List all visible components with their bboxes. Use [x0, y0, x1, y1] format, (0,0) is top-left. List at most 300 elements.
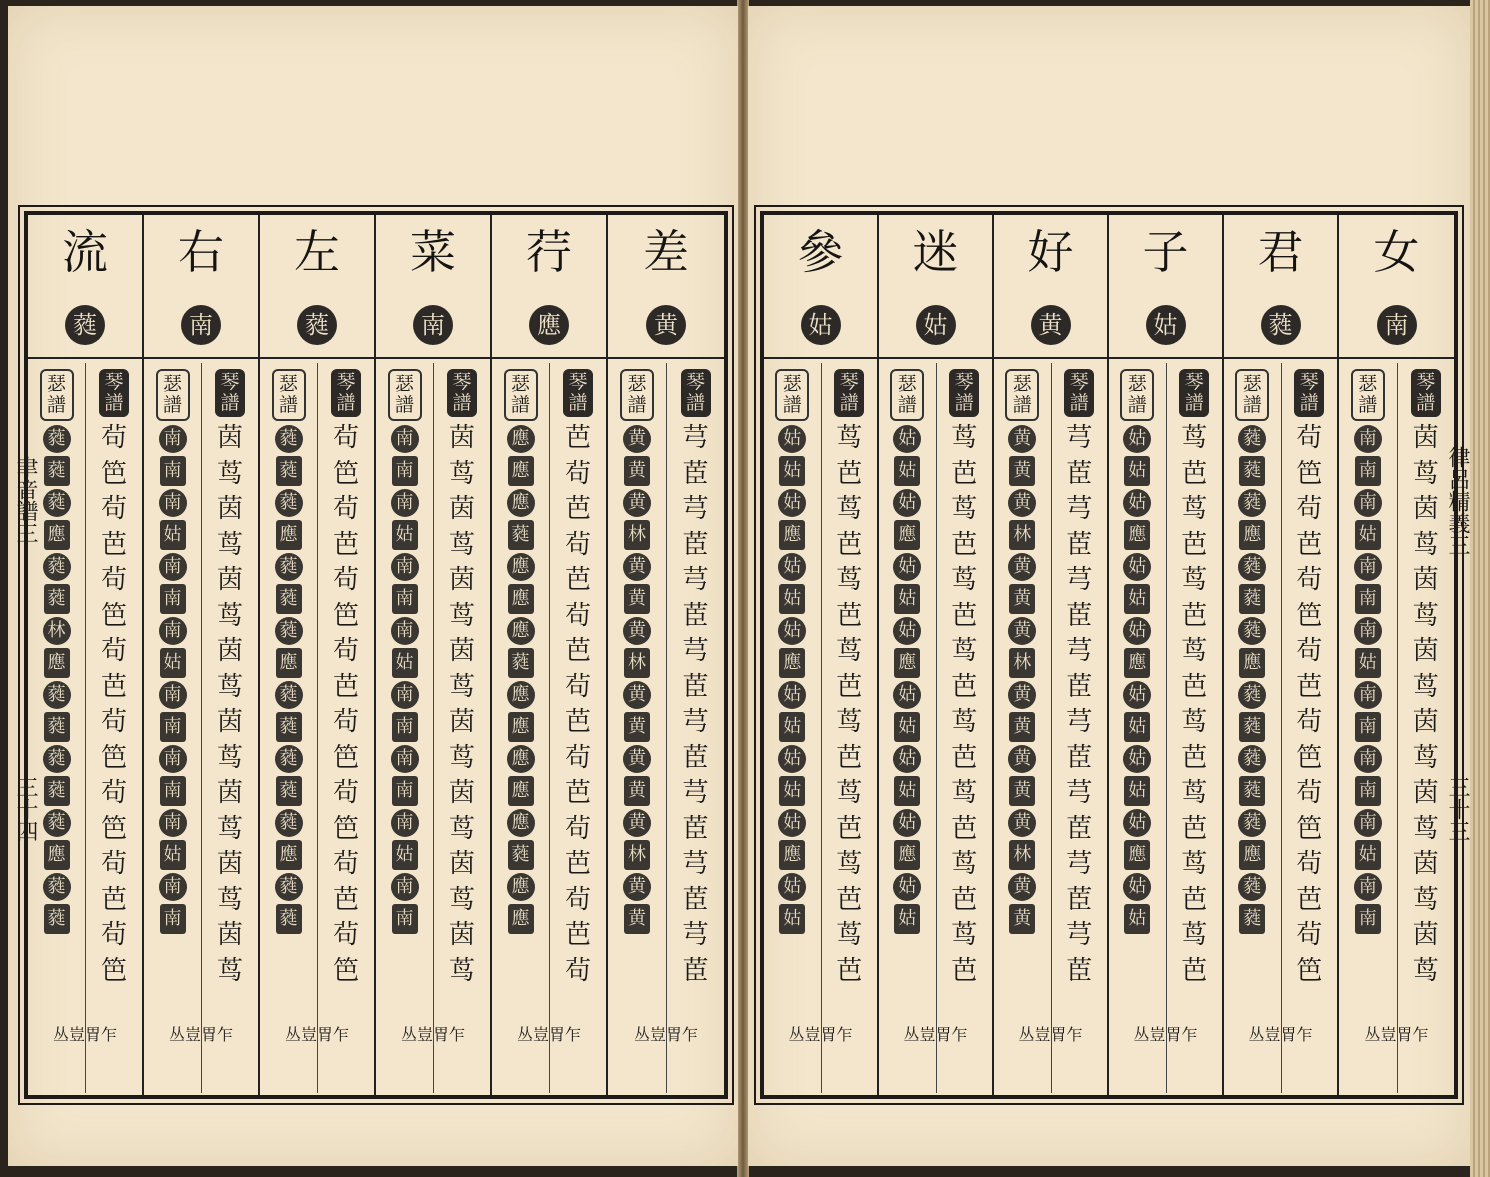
qin-tablature-glyph: 芭 — [1181, 813, 1208, 844]
se-note: 姑 — [893, 873, 921, 901]
qin-tablature-glyph: 茑 — [216, 884, 243, 915]
se-note: 黄 — [1008, 489, 1036, 517]
qin-tablature-glyph: 茑 — [448, 458, 475, 489]
qin-tablature-glyph: 茑 — [1181, 920, 1208, 950]
se-note: 南 — [1354, 681, 1382, 709]
se-note: 黄 — [1008, 745, 1036, 773]
se-note: 姑 — [1123, 745, 1151, 773]
qin-tablature-glyph: 芭 — [100, 884, 127, 915]
se-note: 應 — [1239, 840, 1265, 870]
se-note: 林 — [1009, 840, 1035, 870]
score-column — [260, 215, 376, 1095]
score-column — [608, 215, 724, 1095]
qin-tablature-glyph: 笆 — [1296, 742, 1323, 773]
qin-tablature-glyph: 茍 — [332, 849, 359, 879]
se-note: 南 — [392, 712, 418, 742]
qin-tablature-glyph: 芭 — [836, 884, 863, 915]
qin-tablature-glyph: 芭 — [1181, 742, 1208, 773]
se-note: 姑 — [778, 425, 806, 453]
qin-tablature-glyph: 茑 — [1181, 636, 1208, 666]
qin-tablature-glyph: 茵 — [1412, 707, 1439, 737]
qin-tablature-glyph: 茑 — [1412, 884, 1439, 915]
se-note: 南 — [1355, 456, 1381, 486]
se-note: 蕤 — [275, 873, 303, 901]
qin-score-label: 琴譜 — [1411, 369, 1441, 417]
qin-tablature-glyph: 芭 — [564, 707, 591, 737]
se-notation — [1109, 363, 1166, 1093]
lyric-character: 迷 — [912, 225, 959, 279]
qin-tablature-glyph: 芭 — [332, 529, 359, 560]
se-notation — [994, 363, 1051, 1093]
se-note: 黄 — [624, 712, 650, 742]
se-note-stack — [994, 425, 1051, 934]
qin-tablature-glyph: 茍 — [564, 884, 591, 915]
se-note: 林 — [624, 840, 650, 870]
qin-tablature-glyph: 茑 — [216, 742, 243, 773]
se-note: 南 — [1354, 617, 1382, 645]
se-note: 黄 — [623, 745, 651, 773]
se-notation — [144, 363, 201, 1093]
qin-tablature-glyph: 茵 — [1412, 494, 1439, 524]
qin-tablature-glyph: 茍 — [100, 778, 127, 808]
qin-tablature-glyph: 芭 — [951, 813, 978, 844]
qin-tablature-glyph: 茍 — [1296, 423, 1323, 453]
se-note: 姑 — [1355, 840, 1381, 870]
qin-tablature-glyph: 茑 — [951, 423, 978, 453]
right-margin-note-title: 律呂精義三 — [1445, 446, 1470, 556]
se-notation — [1339, 363, 1397, 1093]
qin-tablature-glyph: 芎 — [682, 565, 709, 595]
se-note: 南 — [392, 776, 418, 806]
qin-tablature-glyph: 笆 — [100, 600, 127, 631]
qin-tablature-glyph: 芭 — [951, 600, 978, 631]
qin-tablature-glyph: 茞 — [1066, 671, 1093, 702]
qin-notation — [1281, 363, 1338, 1093]
qin-tablature-glyph: 茞 — [682, 600, 709, 631]
se-note: 姑 — [893, 553, 921, 581]
score-column — [879, 215, 994, 1095]
se-note: 南 — [391, 809, 419, 837]
se-note: 黄 — [1008, 681, 1036, 709]
qin-tablature-glyph: 茑 — [836, 494, 863, 524]
column-footer: 丛豈胃乍 — [168, 1025, 233, 1044]
se-note: 應 — [508, 456, 534, 486]
se-note: 姑 — [894, 904, 920, 934]
se-score-label: 瑟譜 — [620, 369, 654, 421]
qin-score-label: 琴譜 — [563, 369, 593, 417]
left-page — [8, 6, 738, 1166]
qin-tablature-glyph: 茞 — [682, 671, 709, 702]
se-note: 蕤 — [44, 904, 70, 934]
qin-tablature-glyph: 茑 — [216, 813, 243, 844]
se-note: 姑 — [1124, 904, 1150, 934]
qin-notation — [549, 363, 606, 1093]
lyric-character: 右 — [178, 225, 224, 279]
column-footer: 丛豈胃乍 — [52, 1025, 117, 1044]
qin-tablature-glyph: 茑 — [951, 778, 978, 808]
score-frame — [760, 211, 1458, 1099]
divider — [608, 357, 724, 359]
divider — [1339, 357, 1454, 359]
qin-tablature-glyph: 茍 — [564, 600, 591, 631]
qin-note-stack — [667, 421, 724, 989]
qin-score-label: 琴譜 — [215, 369, 245, 417]
qin-notation — [1397, 363, 1455, 1093]
se-note: 蕤 — [276, 712, 302, 742]
se-note: 應 — [1239, 648, 1265, 678]
qin-tablature-glyph: 茑 — [216, 955, 243, 986]
qin-tablature-glyph: 笆 — [100, 813, 127, 844]
qin-tablature-glyph: 芭 — [836, 742, 863, 773]
se-note: 黄 — [624, 456, 650, 486]
se-note: 蕤 — [275, 617, 303, 645]
se-note: 南 — [392, 584, 418, 614]
se-note: 蕤 — [43, 681, 71, 709]
se-note: 黄 — [623, 809, 651, 837]
qin-notation — [1051, 363, 1108, 1093]
qin-tablature-glyph: 茍 — [100, 636, 127, 666]
lyric-character: 君 — [1257, 225, 1304, 279]
qin-tablature-glyph: 茍 — [564, 955, 591, 986]
score-column — [1109, 215, 1224, 1095]
qin-tablature-glyph: 芭 — [836, 813, 863, 844]
se-note: 黄 — [1009, 712, 1035, 742]
se-note: 姑 — [778, 873, 806, 901]
column-footer: 丛豈胃乍 — [516, 1025, 581, 1044]
qin-tablature-glyph: 芭 — [332, 884, 359, 915]
qin-score-label: 琴譜 — [1179, 369, 1209, 417]
pitch-seal: 南 — [181, 305, 221, 345]
qin-tablature-glyph: 笆 — [332, 458, 359, 489]
se-note: 南 — [1354, 809, 1382, 837]
se-note: 姑 — [778, 745, 806, 773]
se-note: 南 — [391, 489, 419, 517]
column-footer: 丛豈胃乍 — [1133, 1025, 1198, 1044]
qin-tablature-glyph: 芎 — [1066, 423, 1093, 453]
se-note: 姑 — [1123, 489, 1151, 517]
qin-tablature-glyph: 茍 — [564, 671, 591, 702]
qin-tablature-glyph: 茑 — [216, 529, 243, 560]
qin-tablature-glyph: 茍 — [100, 494, 127, 524]
qin-tablature-glyph: 茞 — [1066, 529, 1093, 560]
divider — [1109, 357, 1222, 359]
se-note: 蕤 — [1239, 712, 1265, 742]
qin-score-label: 琴譜 — [949, 369, 979, 417]
qin-tablature-glyph: 茵 — [216, 636, 243, 666]
se-score-label: 瑟譜 — [1005, 369, 1039, 421]
qin-tablature-glyph: 茑 — [1181, 423, 1208, 453]
qin-tablature-glyph: 芭 — [836, 529, 863, 560]
se-note: 南 — [1354, 745, 1382, 773]
qin-tablature-glyph: 芎 — [682, 707, 709, 737]
qin-tablature-glyph: 笆 — [100, 458, 127, 489]
qin-tablature-glyph: 茍 — [1296, 920, 1323, 950]
qin-tablature-glyph: 茍 — [332, 920, 359, 950]
qin-tablature-glyph: 茵 — [216, 707, 243, 737]
lyric-character: 左 — [294, 225, 340, 279]
qin-tablature-glyph: 茑 — [1412, 529, 1439, 560]
se-note: 姑 — [392, 840, 418, 870]
qin-tablature-glyph: 茑 — [951, 565, 978, 595]
se-note: 應 — [507, 745, 535, 773]
qin-tablature-glyph: 茍 — [332, 565, 359, 595]
qin-tablature-glyph: 茍 — [100, 565, 127, 595]
qin-tablature-glyph: 茑 — [448, 742, 475, 773]
lyric-character: 子 — [1142, 225, 1189, 279]
se-note: 南 — [391, 617, 419, 645]
se-note: 姑 — [779, 456, 805, 486]
qin-tablature-glyph: 茑 — [951, 707, 978, 737]
qin-tablature-glyph: 芎 — [1066, 636, 1093, 666]
column-footer: 丛豈胃乍 — [633, 1025, 698, 1044]
se-note: 蕤 — [275, 681, 303, 709]
score-column — [376, 215, 492, 1095]
se-score-label: 瑟譜 — [388, 369, 422, 421]
qin-tablature-glyph: 芭 — [100, 671, 127, 702]
se-note: 應 — [508, 584, 534, 614]
se-note: 姑 — [778, 681, 806, 709]
qin-tablature-glyph: 茑 — [1181, 849, 1208, 879]
se-note: 蕤 — [43, 425, 71, 453]
se-note: 林 — [624, 648, 650, 678]
se-note: 應 — [1239, 520, 1265, 550]
se-note: 姑 — [894, 456, 920, 486]
qin-tablature-glyph: 茍 — [332, 423, 359, 453]
pitch-seal: 蕤 — [1261, 305, 1301, 345]
se-note: 蕤 — [43, 809, 71, 837]
lyric-character: 女 — [1373, 225, 1420, 279]
qin-tablature-glyph: 芭 — [836, 671, 863, 702]
se-note: 姑 — [779, 584, 805, 614]
qin-tablature-glyph: 芎 — [1066, 849, 1093, 879]
se-note: 黄 — [1009, 584, 1035, 614]
qin-score-label: 琴譜 — [331, 369, 361, 417]
qin-note-stack — [1052, 421, 1108, 989]
score-column — [28, 215, 144, 1095]
qin-tablature-glyph: 茵 — [448, 778, 475, 808]
qin-tablature-glyph: 茑 — [836, 920, 863, 950]
qin-tablature-glyph: 茵 — [448, 920, 475, 950]
se-note: 應 — [894, 840, 920, 870]
se-note-stack — [376, 425, 433, 934]
divider — [994, 357, 1107, 359]
score-column — [144, 215, 260, 1095]
se-note: 南 — [391, 681, 419, 709]
qin-tablature-glyph: 笆 — [100, 955, 127, 986]
qin-tablature-glyph: 芭 — [951, 671, 978, 702]
qin-tablature-glyph: 茑 — [1181, 707, 1208, 737]
qin-tablature-glyph: 茞 — [1066, 458, 1093, 489]
se-note: 姑 — [894, 776, 920, 806]
divider — [144, 357, 258, 359]
divider — [764, 357, 877, 359]
qin-score-label: 琴譜 — [1064, 369, 1094, 417]
qin-tablature-glyph: 茑 — [1412, 813, 1439, 844]
divider — [28, 357, 142, 359]
se-note: 姑 — [779, 904, 805, 934]
qin-tablature-glyph: 芭 — [1296, 529, 1323, 560]
se-note: 姑 — [778, 489, 806, 517]
qin-tablature-glyph: 芭 — [1181, 600, 1208, 631]
se-note: 姑 — [1123, 681, 1151, 709]
se-note: 蕤 — [275, 745, 303, 773]
lyric-character: 好 — [1027, 225, 1074, 279]
qin-tablature-glyph: 茍 — [100, 707, 127, 737]
se-note: 南 — [1354, 489, 1382, 517]
qin-tablature-glyph: 芎 — [682, 423, 709, 453]
page-edge — [1470, 0, 1490, 1177]
lyric-character: 流 — [62, 225, 108, 279]
right-page — [748, 6, 1470, 1166]
se-note: 黄 — [623, 873, 651, 901]
se-note: 南 — [392, 456, 418, 486]
qin-score-label: 琴譜 — [447, 369, 477, 417]
qin-notation — [201, 363, 258, 1093]
se-note: 南 — [1355, 712, 1381, 742]
qin-tablature-glyph: 芭 — [564, 494, 591, 524]
pitch-seal: 黄 — [1031, 305, 1071, 345]
se-note: 姑 — [893, 489, 921, 517]
qin-tablature-glyph: 茍 — [100, 849, 127, 879]
qin-tablature-glyph: 茑 — [1181, 565, 1208, 595]
se-note: 南 — [160, 776, 186, 806]
se-note: 應 — [779, 520, 805, 550]
se-note: 蕤 — [1239, 904, 1265, 934]
se-note: 林 — [43, 617, 71, 645]
se-note: 黄 — [623, 681, 651, 709]
qin-tablature-glyph: 茑 — [951, 849, 978, 879]
pitch-seal: 姑 — [916, 305, 956, 345]
qin-tablature-glyph: 茑 — [1412, 458, 1439, 489]
qin-tablature-glyph: 芭 — [1296, 884, 1323, 915]
qin-tablature-glyph: 茞 — [1066, 600, 1093, 631]
se-note: 姑 — [778, 809, 806, 837]
qin-tablature-glyph: 茍 — [332, 494, 359, 524]
qin-notation — [821, 363, 878, 1093]
column-footer: 丛豈胃乍 — [788, 1025, 853, 1044]
se-score-label: 瑟譜 — [775, 369, 809, 421]
qin-note-stack — [318, 421, 374, 989]
se-note: 姑 — [1123, 425, 1151, 453]
se-note: 蕤 — [275, 425, 303, 453]
qin-tablature-glyph: 茑 — [216, 458, 243, 489]
qin-note-stack — [937, 421, 993, 989]
se-note: 應 — [507, 809, 535, 837]
qin-tablature-glyph: 茵 — [448, 494, 475, 524]
pitch-seal: 黄 — [646, 305, 686, 345]
qin-tablature-glyph: 茑 — [216, 671, 243, 702]
qin-note-stack — [1282, 421, 1338, 989]
qin-tablature-glyph: 茑 — [836, 707, 863, 737]
se-note-stack — [1339, 425, 1397, 934]
divider — [376, 357, 490, 359]
qin-notation — [936, 363, 993, 1093]
qin-note-stack — [86, 421, 142, 989]
se-note: 姑 — [1124, 584, 1150, 614]
qin-tablature-glyph: 笆 — [332, 813, 359, 844]
se-note: 蕤 — [276, 584, 302, 614]
se-note: 蕤 — [1238, 553, 1266, 581]
qin-tablature-glyph: 茍 — [1296, 778, 1323, 808]
qin-tablature-glyph: 芭 — [332, 671, 359, 702]
qin-tablature-glyph: 芭 — [1181, 955, 1208, 986]
qin-tablature-glyph: 芭 — [564, 849, 591, 879]
qin-tablature-glyph: 笆 — [1296, 458, 1323, 489]
qin-tablature-glyph: 芎 — [682, 494, 709, 524]
qin-tablature-glyph: 笆 — [332, 742, 359, 773]
qin-tablature-glyph: 芎 — [1066, 920, 1093, 950]
pitch-seal: 蕤 — [65, 305, 105, 345]
column-footer: 丛豈胃乍 — [903, 1025, 968, 1044]
se-note: 南 — [159, 873, 187, 901]
se-note: 蕤 — [1238, 745, 1266, 773]
qin-tablature-glyph: 茍 — [564, 458, 591, 489]
se-note: 蕤 — [44, 456, 70, 486]
qin-tablature-glyph: 茵 — [1412, 636, 1439, 666]
qin-tablature-glyph: 茍 — [332, 636, 359, 666]
se-note: 姑 — [893, 425, 921, 453]
se-note: 蕤 — [43, 489, 71, 517]
se-notation — [1224, 363, 1281, 1093]
se-note: 蕤 — [1239, 456, 1265, 486]
qin-tablature-glyph: 茍 — [564, 742, 591, 773]
se-notation — [608, 363, 666, 1093]
pitch-seal: 姑 — [1146, 305, 1186, 345]
se-note: 南 — [1354, 553, 1382, 581]
se-note: 蕤 — [1238, 873, 1266, 901]
qin-tablature-glyph: 芎 — [682, 636, 709, 666]
qin-tablature-glyph: 芎 — [1066, 707, 1093, 737]
qin-tablature-glyph: 茵 — [448, 849, 475, 879]
se-note-stack — [144, 425, 201, 934]
qin-tablature-glyph: 茑 — [448, 671, 475, 702]
qin-tablature-glyph: 茞 — [682, 813, 709, 844]
qin-tablature-glyph: 茞 — [682, 742, 709, 773]
se-note: 應 — [508, 904, 534, 934]
qin-tablature-glyph: 茍 — [332, 707, 359, 737]
qin-tablature-glyph: 芭 — [1296, 671, 1323, 702]
se-note-stack — [879, 425, 936, 934]
se-note: 南 — [160, 712, 186, 742]
se-note: 蕤 — [1239, 776, 1265, 806]
se-score-label: 瑟譜 — [1235, 369, 1269, 421]
se-note: 應 — [507, 425, 535, 453]
qin-tablature-glyph: 茵 — [448, 707, 475, 737]
se-note: 南 — [392, 904, 418, 934]
qin-tablature-glyph: 茍 — [100, 423, 127, 453]
se-note: 南 — [391, 745, 419, 773]
qin-tablature-glyph: 芭 — [564, 423, 591, 453]
se-note: 林 — [1009, 648, 1035, 678]
se-note: 林 — [1009, 520, 1035, 550]
se-note: 黄 — [624, 904, 650, 934]
se-notation — [492, 363, 549, 1093]
qin-tablature-glyph: 茑 — [1181, 778, 1208, 808]
qin-tablature-glyph: 茵 — [448, 565, 475, 595]
lyric-character: 菜 — [410, 225, 456, 279]
se-note: 姑 — [1123, 553, 1151, 581]
se-note: 姑 — [779, 776, 805, 806]
se-note: 黄 — [623, 489, 651, 517]
column-footer: 丛豈胃乍 — [400, 1025, 465, 1044]
lyric-character: 參 — [797, 225, 844, 279]
qin-tablature-glyph: 芭 — [564, 920, 591, 950]
qin-tablature-glyph: 笆 — [1296, 600, 1323, 631]
qin-tablature-glyph: 茵 — [216, 423, 243, 453]
qin-tablature-glyph: 芭 — [951, 742, 978, 773]
se-note: 蕤 — [276, 456, 302, 486]
se-note: 應 — [1124, 648, 1150, 678]
